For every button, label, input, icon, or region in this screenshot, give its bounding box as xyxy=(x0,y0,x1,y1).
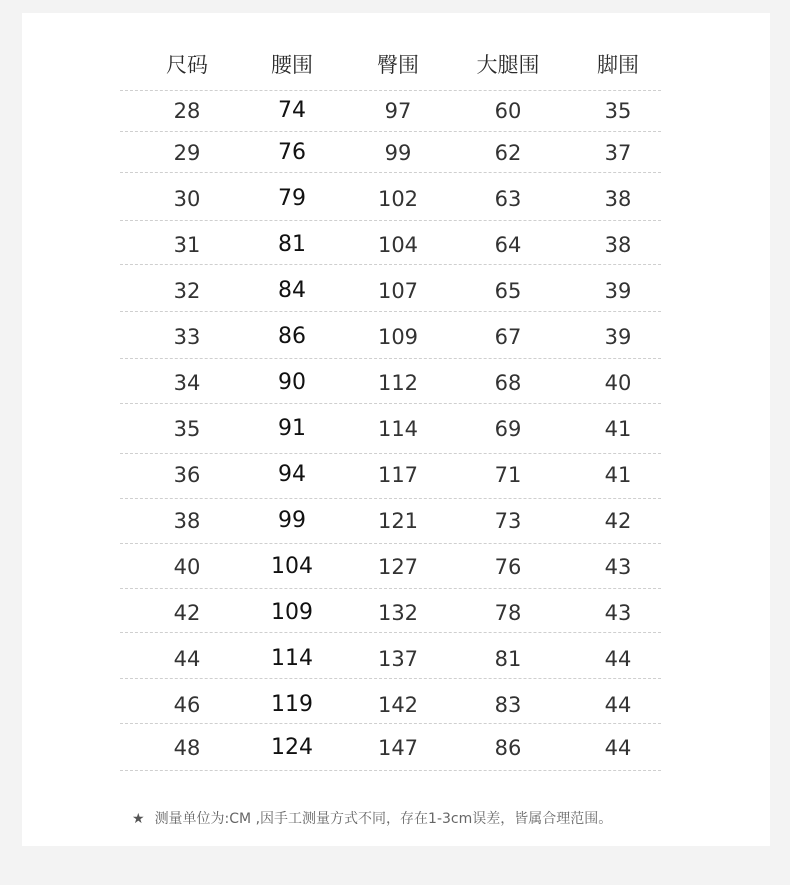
header-size: 尺码 xyxy=(166,53,208,77)
thigh-cell: 60 xyxy=(494,99,522,123)
size-cell: 30 xyxy=(173,187,201,211)
note-text: 测量单位为:CM ,因手工测量方式不同，存在1-3cm误差，皆属合理范围。 xyxy=(154,811,613,827)
table-row xyxy=(120,633,661,679)
waist-cell: 84 xyxy=(278,278,306,303)
hip-cell: 104 xyxy=(377,233,419,257)
table-row xyxy=(120,499,661,544)
hip-cell: 137 xyxy=(377,647,419,671)
header-leg-opening: 脚围 xyxy=(597,53,639,77)
leg-opening-cell: 42 xyxy=(604,509,632,533)
leg-opening-cell: 37 xyxy=(604,141,632,165)
waist-cell: 86 xyxy=(278,324,306,349)
leg-opening-cell: 39 xyxy=(604,279,632,303)
hip-cell: 132 xyxy=(377,601,419,625)
size-cell: 31 xyxy=(173,233,201,257)
measurement-note xyxy=(132,808,612,828)
size-cell: 32 xyxy=(173,279,201,303)
thigh-cell: 64 xyxy=(494,233,522,257)
leg-opening-cell: 38 xyxy=(604,233,632,257)
header-hip: 臀围 xyxy=(377,53,419,77)
hip-cell: 142 xyxy=(377,693,419,717)
leg-opening-cell: 41 xyxy=(604,463,632,487)
hip-cell: 109 xyxy=(377,325,419,349)
thigh-cell: 71 xyxy=(494,463,522,487)
waist-cell: 74 xyxy=(278,98,306,123)
size-cell: 35 xyxy=(173,417,201,441)
leg-opening-cell: 39 xyxy=(604,325,632,349)
size-cell: 28 xyxy=(173,99,201,123)
waist-cell: 81 xyxy=(278,232,306,257)
size-cell: 34 xyxy=(173,371,201,395)
star-icon: ★ xyxy=(132,811,145,827)
thigh-cell: 65 xyxy=(494,279,522,303)
leg-opening-cell: 44 xyxy=(604,736,632,760)
leg-opening-cell: 43 xyxy=(604,555,632,579)
size-cell: 29 xyxy=(173,141,201,165)
hip-cell: 107 xyxy=(377,279,419,303)
waist-cell: 119 xyxy=(271,692,313,717)
waist-cell: 90 xyxy=(278,370,306,395)
hip-cell: 114 xyxy=(377,417,419,441)
thigh-cell: 62 xyxy=(494,141,522,165)
leg-opening-cell: 44 xyxy=(604,693,632,717)
table-row xyxy=(120,173,661,221)
leg-opening-cell: 41 xyxy=(604,417,632,441)
waist-cell: 91 xyxy=(278,416,306,441)
waist-cell: 99 xyxy=(278,508,306,533)
table-row xyxy=(120,589,661,633)
table-row xyxy=(120,454,661,499)
waist-cell: 124 xyxy=(271,735,313,760)
thigh-cell: 67 xyxy=(494,325,522,349)
table-row xyxy=(120,359,661,404)
thigh-cell: 63 xyxy=(494,187,522,211)
header-waist: 腰围 xyxy=(271,53,313,77)
size-cell: 38 xyxy=(173,509,201,533)
hip-cell: 102 xyxy=(377,187,419,211)
table-row xyxy=(120,404,661,454)
table-row xyxy=(120,91,661,132)
header-thigh: 大腿围 xyxy=(476,53,540,77)
table-row xyxy=(120,679,661,724)
leg-opening-cell: 38 xyxy=(604,187,632,211)
waist-cell: 109 xyxy=(271,600,313,625)
hip-cell: 97 xyxy=(384,99,412,123)
size-cell: 33 xyxy=(173,325,201,349)
table-row xyxy=(120,265,661,312)
hip-cell: 147 xyxy=(377,736,419,760)
hip-cell: 112 xyxy=(377,371,419,395)
size-cell: 40 xyxy=(173,555,201,579)
table-row xyxy=(120,312,661,359)
hip-cell: 99 xyxy=(384,141,412,165)
size-cell: 44 xyxy=(173,647,201,671)
leg-opening-cell: 35 xyxy=(604,99,632,123)
table-row xyxy=(120,724,661,771)
thigh-cell: 81 xyxy=(494,647,522,671)
size-cell: 48 xyxy=(173,736,201,760)
thigh-cell: 69 xyxy=(494,417,522,441)
waist-cell: 114 xyxy=(271,646,313,671)
leg-opening-cell: 44 xyxy=(604,647,632,671)
size-cell: 46 xyxy=(173,693,201,717)
size-cell: 36 xyxy=(173,463,201,487)
thigh-cell: 78 xyxy=(494,601,522,625)
waist-cell: 76 xyxy=(278,140,306,165)
hip-cell: 127 xyxy=(377,555,419,579)
thigh-cell: 68 xyxy=(494,371,522,395)
thigh-cell: 73 xyxy=(494,509,522,533)
table-row xyxy=(120,221,661,265)
waist-cell: 94 xyxy=(278,462,306,487)
table-row xyxy=(120,544,661,589)
size-cell: 42 xyxy=(173,601,201,625)
leg-opening-cell: 43 xyxy=(604,601,632,625)
size-table-header xyxy=(120,40,661,91)
waist-cell: 79 xyxy=(278,186,306,211)
thigh-cell: 83 xyxy=(494,693,522,717)
hip-cell: 117 xyxy=(377,463,419,487)
waist-cell: 104 xyxy=(271,554,313,579)
hip-cell: 121 xyxy=(377,509,419,533)
table-row xyxy=(120,132,661,173)
thigh-cell: 76 xyxy=(494,555,522,579)
thigh-cell: 86 xyxy=(494,736,522,760)
leg-opening-cell: 40 xyxy=(604,371,632,395)
